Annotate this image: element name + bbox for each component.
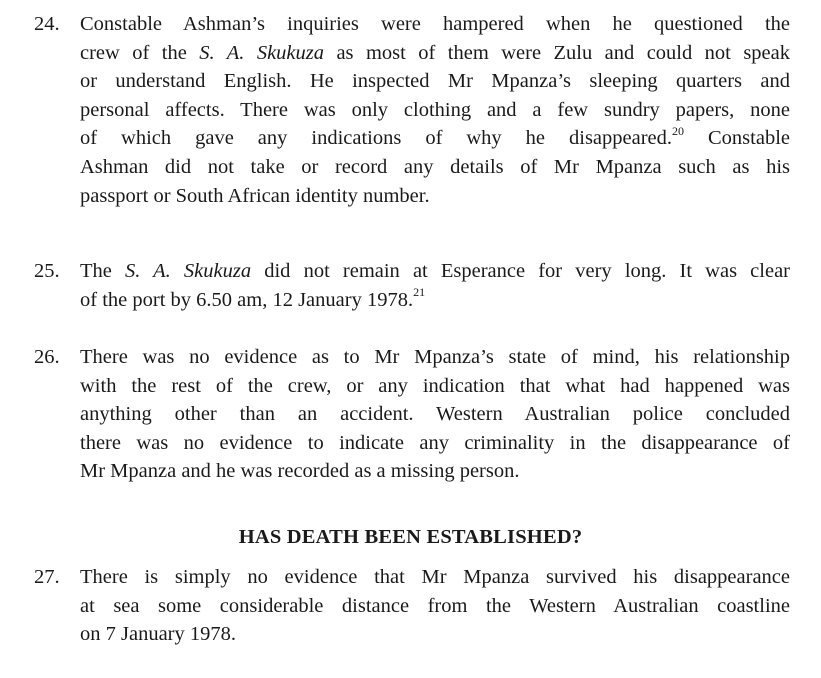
paragraph-body (80, 10, 790, 210)
text-line: there was no evidence to indicate any criminality in the disappearance of (80, 431, 790, 454)
paragraph-25 (34, 257, 790, 314)
text-line: There is simply no evidence that Mr Mpanza survived his disappearance (80, 566, 790, 588)
text-line: personal affects. There was only clothing and a few sundry papers, none (80, 98, 790, 121)
paragraph-26 (34, 343, 790, 486)
paragraph-24 (34, 10, 790, 210)
text-line: Mr Mpanza and he was recorded as a missing person. (80, 460, 520, 483)
text-line: or understand English. He inspected Mr Mpanza’s sleeping quarters and (80, 70, 790, 93)
text-line: on 7 January 1978. (80, 623, 237, 646)
paragraph-body (80, 343, 790, 486)
footnote-ref: 20 (672, 123, 685, 138)
section-heading: HAS DEATH BEEN ESTABLISHED? (238, 526, 583, 548)
footnote-ref: 21 (413, 284, 426, 299)
text-line: Ashman did not take or record any details of Mr Mpanza such as his (80, 155, 790, 178)
paragraph-number: 27. (34, 566, 60, 588)
text-line: There was no evidence as to Mr Mpanza’s state of mind, his relationship (80, 346, 790, 368)
text-line: with the rest of the crew, or any indication that what had happened was (80, 374, 790, 397)
text-line: at sea some considerable distance from the Western Australian coastline (80, 594, 790, 617)
text-line: of the port by 6.50 am, 12 January 1978.21 (80, 284, 426, 311)
paragraph-27 (34, 563, 790, 649)
text-line: of which gave any indications of why he disappeared.$^{20}$ Constable (80, 123, 790, 150)
text-line: crew of the S. A. Skukuza as most of them were Zulu and could not speak (80, 41, 791, 64)
ship-name: S. A. Skukuza (125, 260, 252, 282)
ship-name: S. A. Skukuza (199, 41, 324, 64)
text-line: The S. A. Skukuza did not remain at Esperance for very long. It was clear (80, 260, 791, 282)
text-line: passport or South African identity number. (80, 184, 430, 207)
text-line: anything other than an accident. Western Australian police concluded (80, 403, 790, 426)
paragraph-number: 26. (34, 346, 60, 368)
paragraph-number: 24. (34, 13, 60, 35)
paragraph-body (80, 257, 790, 314)
paragraph-body (80, 563, 790, 649)
text-line: Constable Ashman’s inquiries were hampered when he questioned the (80, 13, 790, 35)
paragraph-number: 25. (34, 260, 60, 282)
